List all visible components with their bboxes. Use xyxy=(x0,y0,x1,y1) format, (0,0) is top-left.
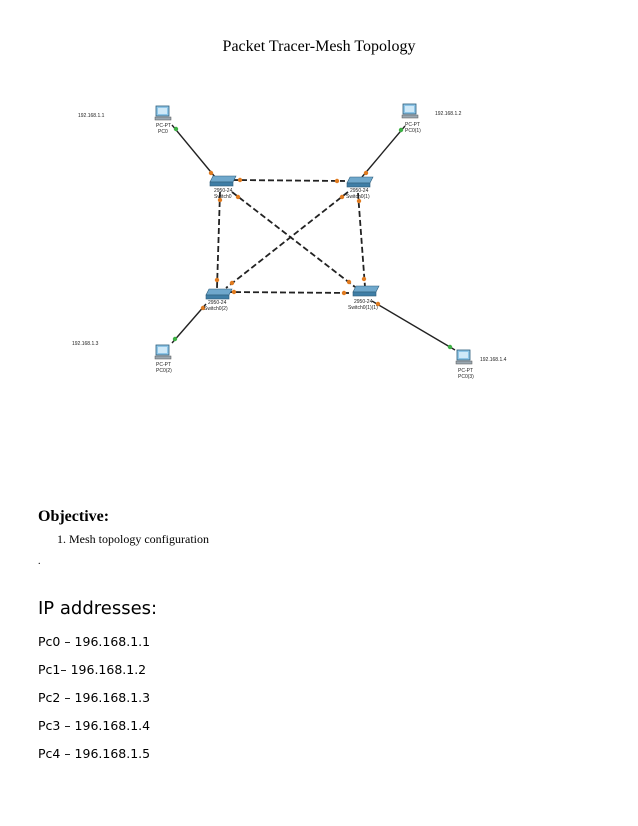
switch-icon xyxy=(210,176,236,186)
switch0-model: 2950-24 xyxy=(214,188,233,194)
ip-addresses-heading: IP addresses: xyxy=(38,598,158,619)
pc0-ip: 192.168.1.1 xyxy=(78,113,105,119)
computer-icon xyxy=(155,345,171,359)
port-indicators xyxy=(173,127,452,349)
objective-list-item: 1. Mesh topology configuration xyxy=(57,532,209,546)
link-switch1-switch2 xyxy=(226,192,348,288)
link-switch1-switch3 xyxy=(358,193,365,287)
switch2-name: Switch0(2) xyxy=(204,306,228,312)
switch3-device xyxy=(348,286,379,311)
link-pc1-switch1 xyxy=(362,126,405,177)
computer-icon xyxy=(456,350,472,364)
switch3-model: 2950-24 xyxy=(354,299,373,305)
pc2-device xyxy=(72,341,172,374)
pc3-device xyxy=(456,350,507,380)
link-switch2-switch3 xyxy=(226,292,352,293)
ip-row-pc3: Pc3 – 196.168.1.4 xyxy=(38,718,151,733)
switch2-model: 2950-24 xyxy=(208,300,227,306)
ip-row-pc0: Pc0 – 196.168.1.1 xyxy=(38,634,151,649)
switch2-device xyxy=(204,289,232,312)
pc2-ip: 192.168.1.3 xyxy=(72,341,99,347)
link-pc0-switch0 xyxy=(172,125,215,177)
pc1-ip: 192.168.1.2 xyxy=(435,111,462,117)
pc1-device xyxy=(402,104,462,134)
page-title: Packet Tracer-Mesh Topology xyxy=(222,38,416,55)
switch-icon xyxy=(347,177,373,187)
pc2-name: PC0(2) xyxy=(156,368,172,374)
ip-row-pc1: Pc1– 196.168.1.2 xyxy=(38,662,147,677)
pc3-model: PC-PT xyxy=(458,368,473,374)
objective-heading: Objective: xyxy=(38,508,110,525)
link-pc2-switch2 xyxy=(172,304,206,343)
computer-icon xyxy=(155,106,171,120)
mesh-topology-diagram xyxy=(60,95,520,385)
switch3-name: Switch0(1)(1) xyxy=(348,305,378,311)
pc3-ip: 192.168.1.4 xyxy=(480,357,507,363)
switch-icon xyxy=(206,289,232,299)
pc0-device xyxy=(78,106,171,135)
trailing-mark: . xyxy=(38,556,41,567)
link-switch0-switch2 xyxy=(217,192,220,288)
pc0-name: PC0 xyxy=(158,129,168,135)
ip-row-pc4: Pc4 – 196.168.1.5 xyxy=(38,746,151,761)
pc0-model: PC-PT xyxy=(156,123,171,129)
pc1-name: PC0(1) xyxy=(405,128,421,134)
computer-icon xyxy=(402,104,418,118)
switch-icon xyxy=(353,286,379,296)
switch1-device xyxy=(346,177,373,200)
switch0-device xyxy=(210,176,236,200)
pc3-name: PC0(3) xyxy=(458,374,474,380)
ip-row-pc2: Pc2 – 196.168.1.3 xyxy=(38,690,151,705)
pc1-model: PC-PT xyxy=(405,122,420,128)
link-switch0-switch3 xyxy=(232,192,355,287)
pc2-model: PC-PT xyxy=(156,362,171,368)
link-switch0-switch1 xyxy=(232,180,345,181)
switch1-name: Switch0(1) xyxy=(346,194,370,200)
switch1-model: 2950-24 xyxy=(350,188,369,194)
switch0-name: Switch0 xyxy=(214,194,232,200)
link-pc3-switch3 xyxy=(372,301,455,350)
